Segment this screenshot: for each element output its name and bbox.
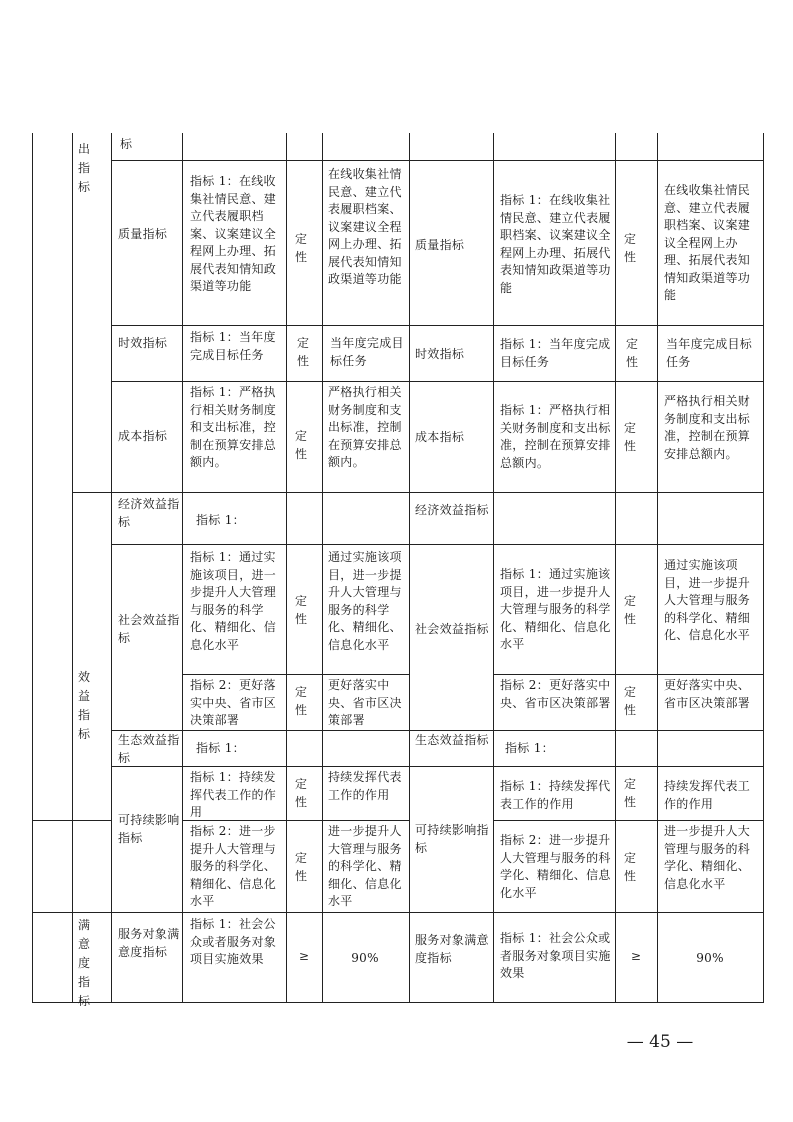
table-rule — [111, 381, 764, 382]
table-cell: 在线收集社情民意、建立代表履职档案、议案建议全程网上办理、拓展代表知情知政渠道等功能 — [664, 183, 751, 302]
table-cell: 定性 — [624, 594, 637, 626]
table-rule — [763, 133, 764, 1003]
table-cell: 质量指标 — [415, 238, 465, 252]
table-cell: 指标 1：通过实施该项目，进一步提升人大管理与服务的科学化、精细化、信息化水平 — [500, 567, 611, 651]
table-cell: 定性 — [295, 851, 308, 883]
table-cell: 成本指标 — [415, 430, 465, 444]
table-cell: 指标 1：持续发挥代表工作的作用 — [190, 770, 277, 819]
table-cell: 指标 1：严格执行相关财务制度和支出标准，控制在预算安排总额内。 — [190, 385, 277, 469]
table-cell: 在线收集社情民意、建立代表履职档案、议案建议全程网上办理、拓展代表知情知政渠道等功能 — [328, 167, 402, 286]
table-cell: 时效指标 — [415, 347, 465, 361]
table-cell: 指标 1：严格执行相关财务制度和支出标准，控制在预算安排总额内。 — [500, 403, 611, 470]
table-cell: 指标 1： — [196, 741, 245, 755]
table-cell: 90% — [696, 951, 724, 965]
table-cell: 通过实施该项目，进一步提升人大管理与服务的科学化、精细化、信息化水平 — [328, 550, 402, 652]
table-rule — [493, 820, 764, 821]
table-cell: 指标 2：更好落实中央、省市区决策部署 — [190, 678, 277, 727]
table-cell: 指标 1：社会公众或者服务对象项目实施效果 — [190, 917, 277, 966]
table-rule — [615, 133, 616, 1003]
table-cell: 当年度完成目标任务 — [666, 337, 753, 369]
table-rule — [493, 674, 764, 675]
table-cell: 指标 1：持续发挥代表工作的作用 — [500, 779, 611, 811]
table-cell: 更好落实中央、省市区决策部署 — [664, 678, 751, 710]
section-label-satisfaction: 满意度指标 — [78, 918, 91, 1008]
table-rule — [72, 492, 764, 493]
table-cell: ≥ — [298, 949, 310, 963]
table-cell: 时效指标 — [118, 336, 168, 350]
table-cell: 经济效益指标 — [415, 503, 489, 517]
table-cell: 持续发挥代表工作的作用 — [664, 779, 751, 811]
table-cell: 定性 — [297, 336, 310, 368]
table-cell: 当年度完成目标任务 — [330, 336, 404, 368]
table-cell: 指标 1： — [196, 513, 245, 527]
table-rule — [657, 133, 658, 1003]
table-cell: 定性 — [295, 429, 308, 461]
table-cell: 指标 1：当年度完成目标任务 — [500, 337, 611, 369]
table-rule — [322, 133, 323, 1003]
table-rule — [182, 133, 183, 1003]
table-cell: 指标 2：更好落实中央、省市区决策部署 — [500, 678, 611, 710]
table-cell: 定性 — [624, 777, 637, 809]
table-cell: 社会效益指标 — [415, 622, 489, 636]
table-cell: 定性 — [295, 777, 308, 809]
table-cell: 严格执行相关财务制度和支出标准，控制在预算安排总额内。 — [664, 394, 751, 461]
table-cell: 通过实施该项目，进一步提升人大管理与服务的科学化、精细化、信息化水平 — [664, 558, 751, 642]
table-cell: 更好落实中央、省市区决策部署 — [328, 678, 402, 727]
table-cell: 进一步提升人大管理与服务的科学化、精细化、信息化水平 — [328, 824, 402, 908]
table-cell: 指标 2：进一步提升人大管理与服务的科学化、精细化、信息化水平 — [500, 833, 611, 900]
table-rule — [111, 766, 764, 767]
table-cell: 质量指标 — [118, 227, 168, 241]
table-cell: 持续发挥代表工作的作用 — [328, 770, 402, 802]
table-rule — [111, 160, 764, 161]
table-cell: 可持续影响指标 — [415, 823, 489, 855]
table-cell: 指标 2：进一步提升人大管理与服务的科学化、精细化、信息化水平 — [190, 824, 277, 908]
table-cell: 指标 1：通过实施该项目，进一步提升人大管理与服务的科学化、精细化、信息化水平 — [190, 550, 277, 652]
table-cell: 定性 — [626, 337, 639, 369]
table-rule — [72, 133, 73, 1003]
table-rule — [111, 544, 764, 545]
table-cell: 定性 — [295, 232, 308, 264]
table-cell: 定性 — [624, 232, 637, 264]
table-cell: 指标 1：社会公众或者服务对象项目实施效果 — [500, 931, 611, 980]
table-cell: 指标 1：在线收集社情民意、建立代表履职档案、议案建议全程网上办理、拓展代表知情知政渠道等功能 — [500, 193, 611, 295]
table-cell: 指标 1：当年度完成目标任务 — [190, 330, 276, 362]
table-cell: 经济效益指标 — [118, 497, 180, 529]
table-cell: 定性 — [624, 851, 637, 883]
table-cell: 服务对象满意度指标 — [415, 933, 489, 965]
table-cell: 定性 — [624, 421, 637, 453]
table-cell: 90% — [351, 951, 379, 965]
table-cell: 定性 — [295, 685, 308, 717]
table-rule — [32, 820, 111, 821]
table-rule — [111, 133, 112, 1003]
table-rule — [32, 912, 764, 913]
table-rule — [32, 133, 33, 1003]
table-rule — [111, 730, 764, 731]
table-cell: 严格执行相关财务制度和支出标准，控制在预算安排总额内。 — [328, 385, 402, 469]
section-label-output: 出指标 — [78, 142, 91, 194]
table-rule — [409, 133, 410, 1003]
table-rule — [32, 1002, 764, 1003]
table-rule — [111, 325, 764, 326]
section-label-effect: 效益指标 — [78, 670, 91, 741]
table-rule — [286, 133, 287, 1003]
table-cell: 标 — [120, 137, 133, 151]
table-cell: 生态效益指标 — [118, 733, 180, 765]
table-cell: 服务对象满意度指标 — [118, 927, 180, 959]
table-rule — [182, 674, 409, 675]
table-cell: 成本指标 — [118, 429, 168, 443]
table-rule — [493, 133, 494, 1003]
table-cell: 指标 1：在线收集社情民意、建立代表履职档案、议案建议全程网上办理、拓展代表知情知政渠道等功能 — [190, 174, 277, 293]
table-cell: 进一步提升人大管理与服务的科学化、精细化、信息化水平 — [664, 824, 751, 891]
table-cell: 生态效益指标 — [415, 733, 489, 747]
table-cell: ≥ — [630, 949, 642, 963]
table-cell: 定性 — [624, 685, 637, 717]
page-number: — 45 — — [626, 1032, 694, 1052]
table-cell: 可持续影响指标 — [118, 813, 180, 845]
table-cell: 指标 1： — [505, 741, 554, 755]
table-cell: 定性 — [295, 594, 308, 626]
table-cell: 社会效益指标 — [118, 613, 180, 645]
